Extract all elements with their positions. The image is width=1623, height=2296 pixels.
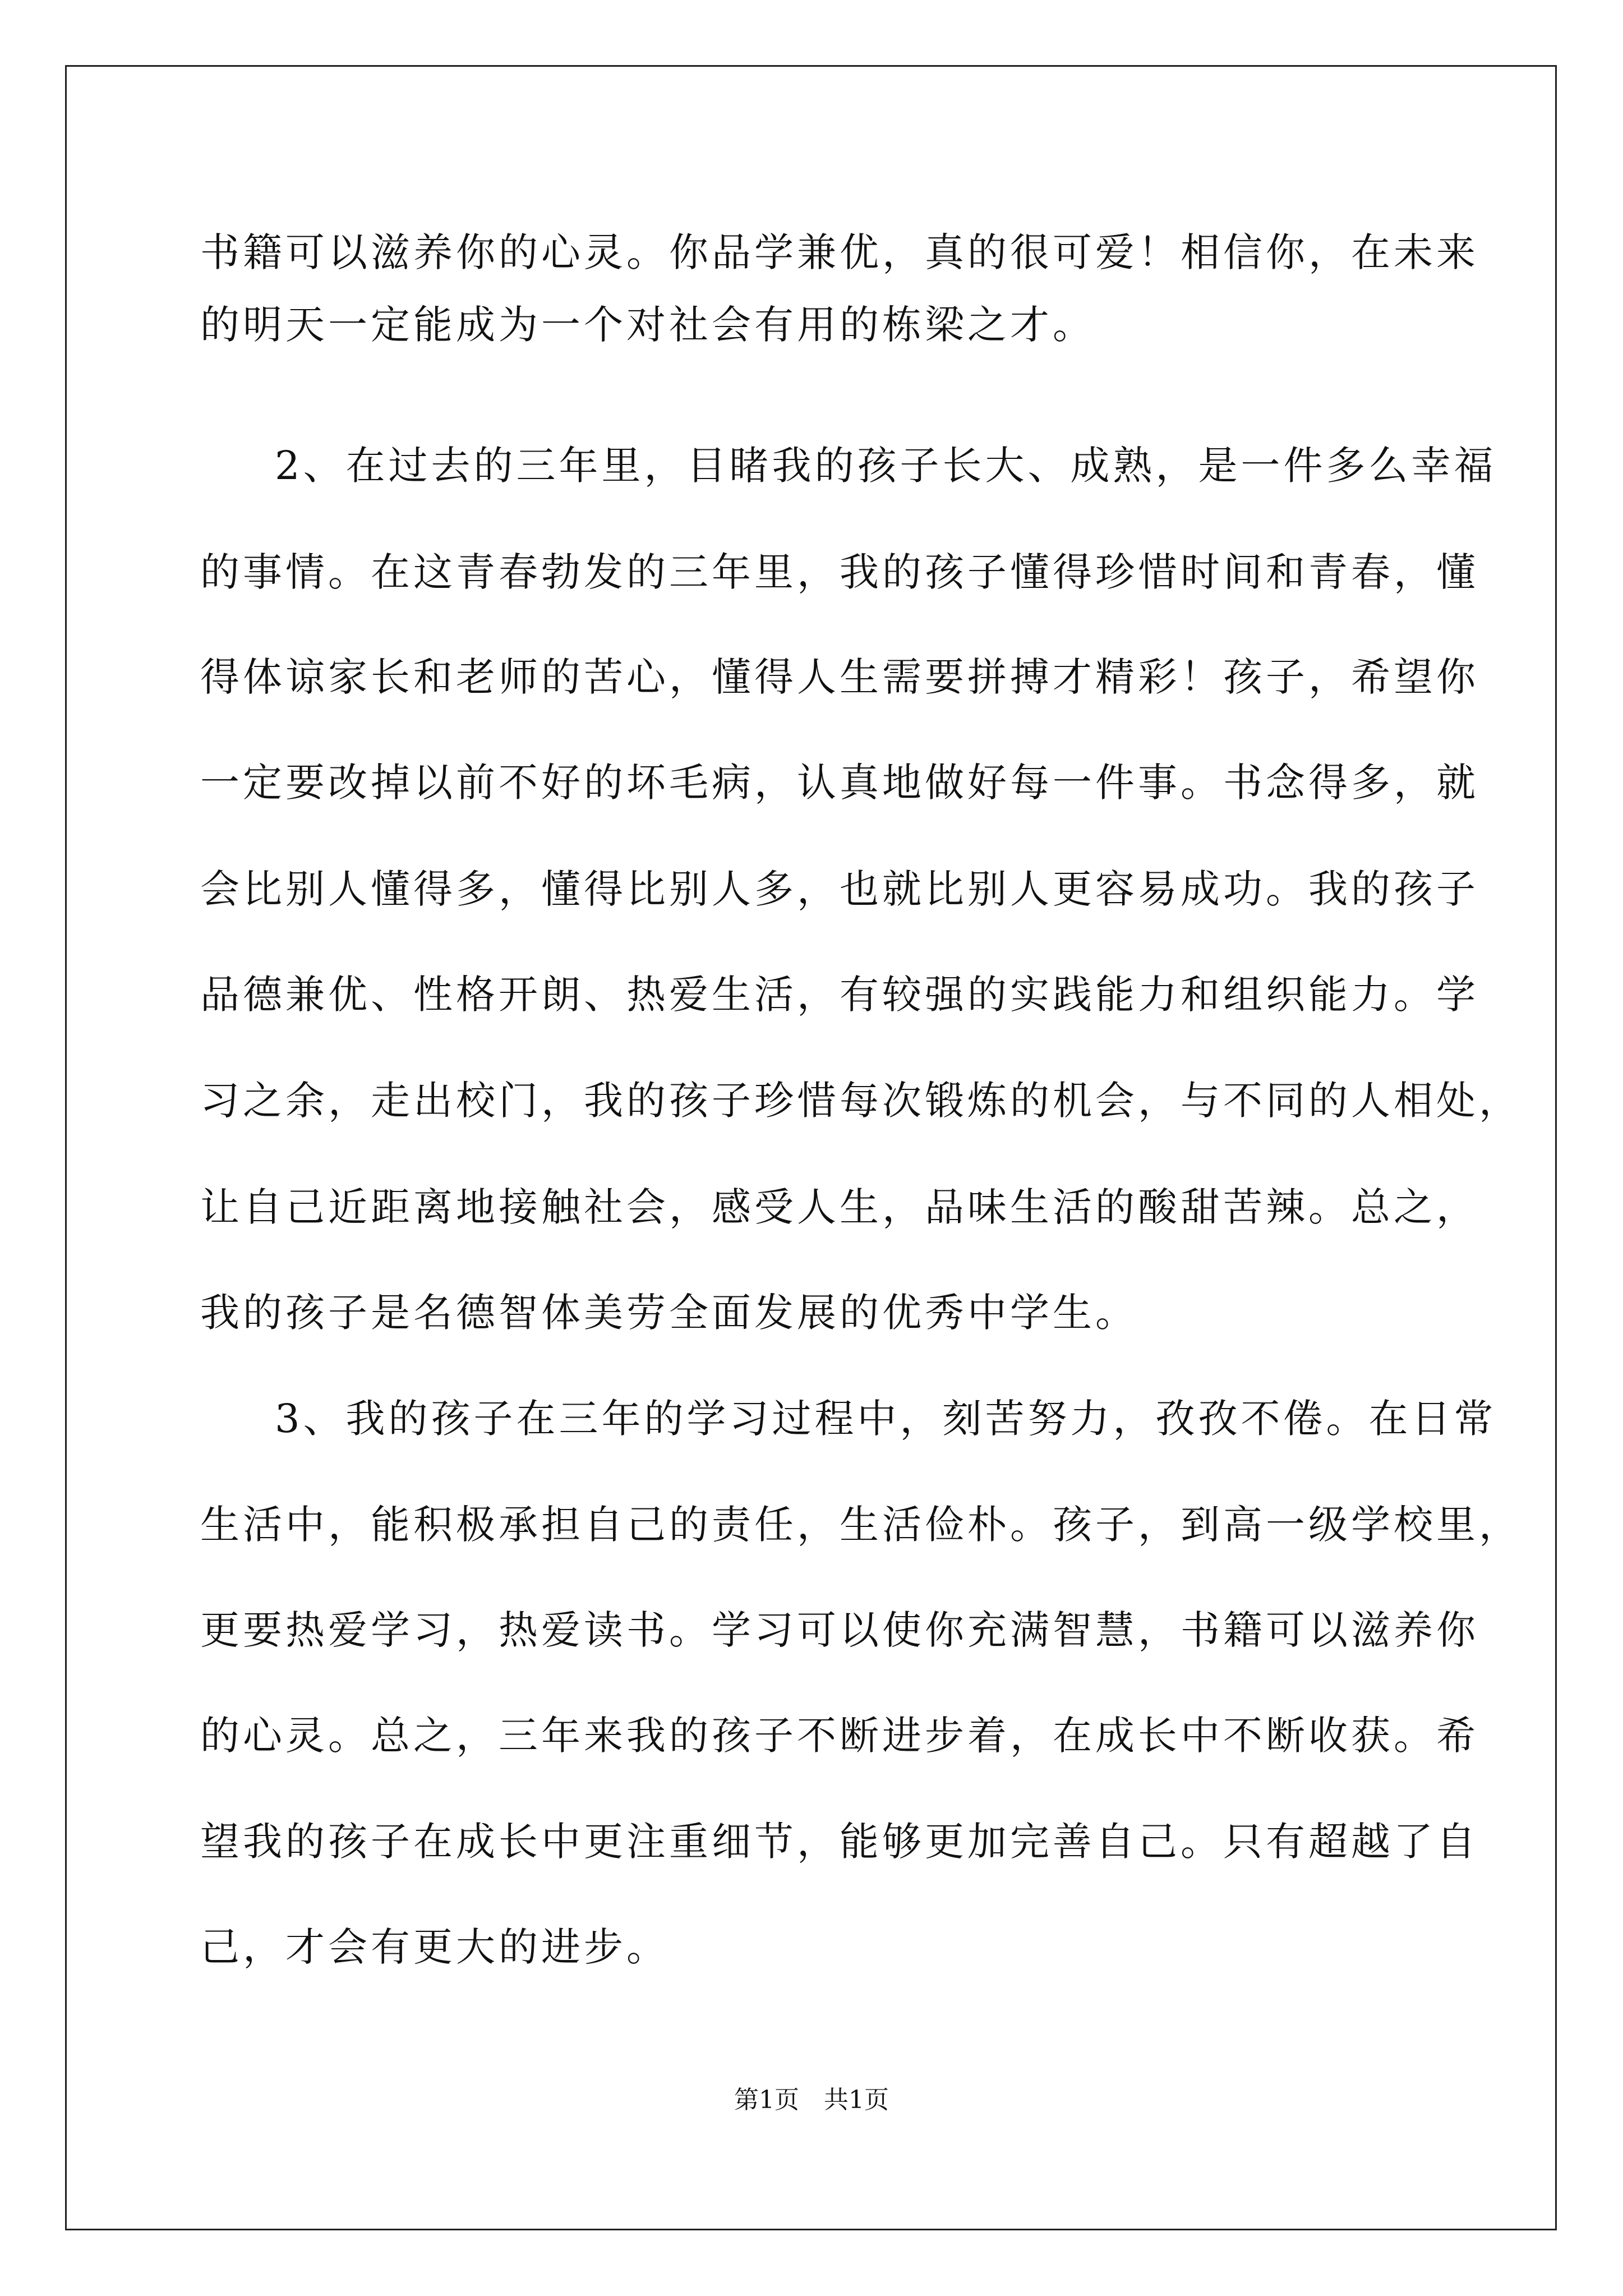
text-line: 品德兼优、性格开朗、热爱生活，有较强的实践能力和组织能力。学 [200, 972, 1479, 1018]
text-line: 我的孩子是名德智体美劳全面发展的优秀中学生。 [200, 1290, 1138, 1336]
text-line: 习之余，走出校门，我的孩子珍惜每次锻炼的机会，与不同的人相处， [200, 1078, 1521, 1124]
text-line: 望我的孩子在成长中更注重细节，能够更加完善自己。只有超越了自 [200, 1819, 1479, 1865]
text-line: 一定要改掉以前不好的坏毛病，认真地做好每一件事。书念得多，就 [200, 760, 1479, 806]
text-line: 的明天一定能成为一个对社会有用的栋梁之才。 [200, 302, 1095, 348]
text-line: 的事情。在这青春勃发的三年里，我的孩子懂得珍惜时间和青春，懂 [200, 549, 1479, 595]
text-line: 生活中，能积极承担自己的责任，生活俭朴。孩子，到高一级学校里， [200, 1502, 1521, 1548]
text-line: 书籍可以滋养你的心灵。你品学兼优，真的很可爱！相信你，在未来 [200, 229, 1479, 275]
paragraph-3-first-line: 3、我的孩子在三年的学习过程中，刻苦努力，孜孜不倦。在日常 [275, 1396, 1497, 1442]
text-line: 己，才会有更大的进步。 [200, 1924, 669, 1970]
text-line: 的心灵。总之，三年来我的孩子不断进步着，在成长中不断收获。希 [200, 1713, 1479, 1759]
text-line: 会比别人懂得多，懂得比别人多，也就比别人更容易成功。我的孩子 [200, 866, 1479, 912]
text-line: 让自己近距离地接触社会，感受人生，品味生活的酸甜苦辣。总之， [200, 1184, 1479, 1230]
page-number-footer: 第1页 共1页 [734, 2086, 889, 2114]
paragraph-2-first-line: 2、在过去的三年里，目睹我的孩子长大、成熟，是一件多么幸福 [275, 443, 1497, 489]
page-border [65, 65, 1557, 2230]
text-line: 更要热爱学习，热爱读书。学习可以使你充满智慧，书籍可以滋养你 [200, 1607, 1479, 1653]
text-line: 得体谅家长和老师的苦心，懂得人生需要拼搏才精彩！孩子，希望你 [200, 654, 1479, 700]
